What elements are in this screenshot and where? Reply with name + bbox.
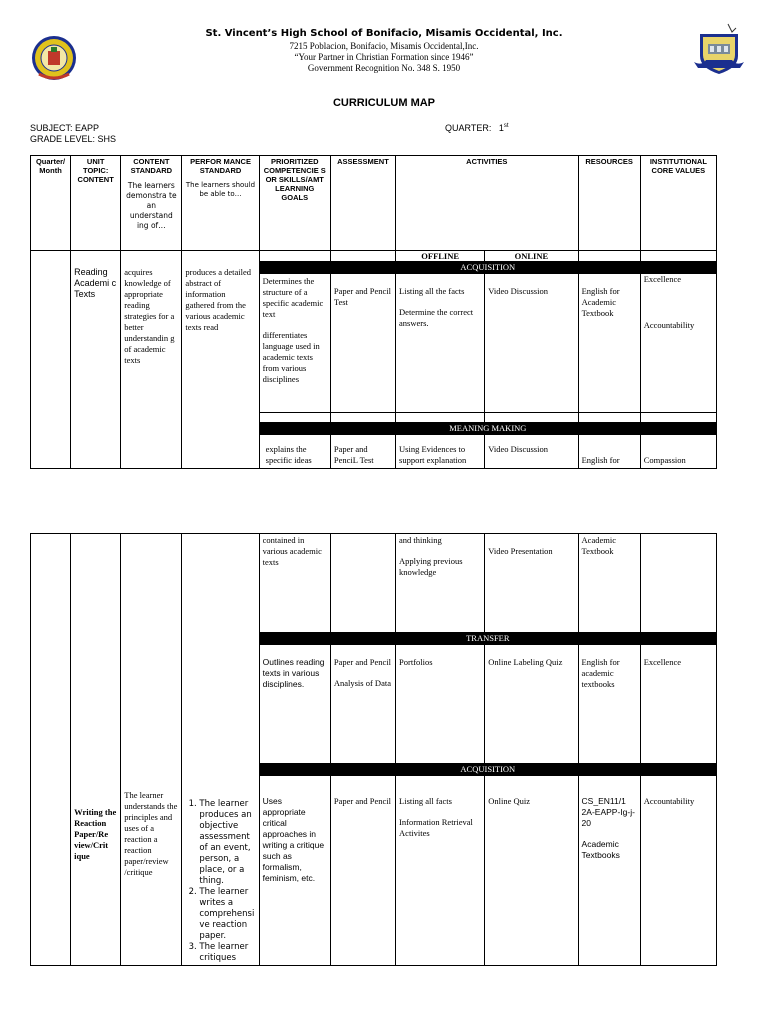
resources-cell: English for Academic Textbook (578, 274, 640, 413)
performance-item-1: 1. The learner produces an objective assessment of an event, person, a place, or a thing. (199, 799, 255, 887)
resources-code: CS_EN11/1 2A-EAPP-Ig-j-20 (581, 796, 635, 828)
curriculum-map-table-2 (30, 533, 717, 966)
competency-explains: explains the specific ideas (259, 443, 330, 469)
performance-standard-writing (182, 534, 259, 966)
online-activity-mm: Video Discussion (485, 443, 578, 469)
online-heading: ONLINE (485, 251, 578, 262)
resources-mm: English for (578, 443, 640, 469)
col-competencies: PRIORITIZED COMPETENCIE S OR SKILLS/AMT LEARNING GOALS (259, 156, 330, 251)
quarter-value: 1 (498, 123, 504, 133)
meaning-making-continued-row (31, 534, 717, 633)
transfer-label: TRANSFER (259, 633, 716, 645)
online-activity-quiz: Online Quiz (485, 776, 578, 966)
offline-activity-mm: Using Evidences to support explanation (396, 443, 485, 469)
col-assessment: ASSESSMENT (330, 156, 395, 251)
assessment-acq2: Paper and Pencil (330, 776, 395, 966)
resources-acq2 (578, 776, 640, 966)
online-activity-cont: Video Presentation (485, 534, 578, 633)
grade-level-label: GRADE LEVEL: SHS (30, 134, 117, 144)
col-quarter: Quarter/ Month (31, 156, 71, 251)
core-values-cell (640, 274, 716, 413)
quarter-key: QUARTER: (445, 123, 492, 133)
resources-transfer: English for academic textbooks (578, 645, 640, 764)
core-value-excellence: Excellence (643, 274, 682, 284)
offline-activity-cell (396, 274, 485, 413)
performance-item-2: 2. The learner writes a comprehensi ve reaction paper. (199, 887, 255, 942)
col-content-standard (121, 156, 182, 251)
performance-standard-reading: produces a detailed abstract of information gathered from the various academic texts read (182, 251, 259, 469)
offline-activity-portfolios: Portfolios (396, 645, 485, 764)
col-activities: ACTIVITIES (396, 156, 579, 251)
offline-activity-cont (396, 534, 485, 633)
school-name: St. Vincent’s High School of Bonifacio, Misamis Occidental, Inc. (205, 28, 563, 39)
school-seal-right-icon (692, 22, 746, 76)
unit-topic-writing: Writing the Reaction Paper/Re view/Crit ique (71, 534, 121, 966)
page-title: CURRICULUM MAP (332, 97, 436, 109)
content-standard-reading: acquires knowledge of appropriate reading strategies for a better understandin g of academic texts (121, 251, 182, 469)
assessment-analysis: Analysis of Data (333, 678, 391, 688)
core-value-excellence-2: Excellence (640, 645, 716, 764)
offline-heading: OFFLINE (396, 251, 485, 262)
offline-online-row (31, 251, 717, 262)
resources-cont: Academic Textbook (578, 534, 640, 633)
competency-contained: contained in various academic texts (259, 534, 330, 633)
assessment-paper-pencil: Paper and Pencil (333, 657, 391, 667)
competency-critical-approaches: Uses appropriate critical approaches in writing a critique such as formalism, feminism, etc. (259, 776, 330, 966)
assessment-cell: Paper and Pencil Test (330, 274, 395, 413)
school-tagline: “Your Partner in Christian Formation since 1946” (294, 52, 474, 62)
col-unit-topic: UNIT TOPIC: CONTENT (71, 156, 121, 251)
curriculum-map-table-1 (30, 155, 717, 469)
competency-structure: Determines the structure of a specific academic text (262, 276, 324, 319)
performance-item-3: 3. The learner critiques (199, 942, 255, 964)
quarter-suffix: st (503, 123, 509, 129)
competency-outlines: Outlines reading texts in various disciplines. (259, 645, 330, 764)
performance-standard-list (185, 799, 255, 964)
content-standard-writing: The learner understands the principles and uses of a reaction a reaction paper/review /critique (121, 534, 182, 966)
content-standard-heading: CONTENT STANDARD (130, 157, 173, 175)
document-header (0, 0, 768, 100)
offline-activity-previous-knowledge: Applying previous knowledge (399, 556, 463, 577)
assessment-mm: Paper and PenciL Test (330, 443, 395, 469)
acquisition-label-2: ACQUISITION (259, 764, 716, 776)
col-resources: RESOURCES (578, 156, 640, 251)
subject-label: SUBJECT: EAPP (30, 123, 100, 133)
core-value-accountability-2: Accountability (640, 776, 716, 966)
content-standard-subheading: The learners demonstra te an understand ing of… (126, 181, 177, 230)
quarter-label (445, 123, 509, 133)
unit-topic-reading: Reading Academi c Texts (71, 251, 121, 469)
offline-activity-retrieval: Information Retrieval Activites (399, 817, 473, 838)
table-header-row (31, 156, 717, 251)
offline-activity-thinking: and thinking (399, 535, 442, 545)
core-value-accountability: Accountability (643, 320, 695, 330)
online-activity-labeling-quiz: Online Labeling Quiz (485, 645, 578, 764)
school-address: 7215 Poblacion, Bonifacio, Misamis Occidental,Inc. (289, 41, 479, 51)
performance-standard-heading: PERFOR MANCE STANDARD (190, 157, 251, 175)
offline-activity-acq2 (396, 776, 485, 966)
acquisition-label: ACQUISITION (259, 262, 716, 274)
col-core-values: INSTITUTIONAL CORE VALUES (640, 156, 716, 251)
performance-standard-subheading: The learners should be able to… (185, 181, 256, 198)
quarter-cell-2 (31, 534, 71, 966)
offline-activity-listing: Listing all facts (399, 796, 452, 806)
government-recognition: Government Recognition No. 348 S. 1950 (307, 63, 461, 73)
online-activity-cell: Video Discussion (485, 274, 578, 413)
meaning-making-label: MEANING MAKING (259, 423, 716, 435)
col-performance-standard (182, 156, 259, 251)
offline-activity-2: Determine the correct answers. (399, 307, 474, 328)
competency-language: differentiates language used in academic texts from various disciplines (262, 330, 320, 384)
competency-cell (259, 274, 330, 413)
resources-textbooks: Academic Textbooks (581, 839, 620, 860)
core-value-compassion: Compassion (640, 443, 716, 469)
assessment-transfer (330, 645, 395, 764)
offline-activity-1: Listing all the facts (399, 286, 465, 296)
